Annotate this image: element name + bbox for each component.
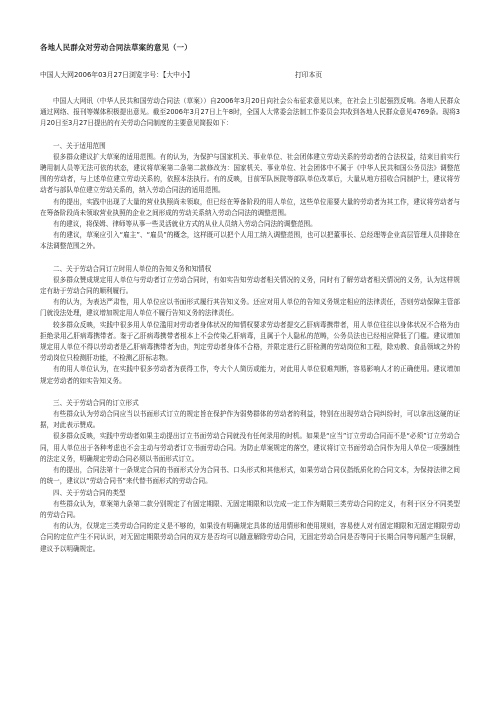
- print-link[interactable]: 打印本页: [295, 71, 323, 79]
- section-heading: 三、关于劳动合同的订立形式: [53, 398, 139, 407]
- body-paragraph: 有的提出，实践中出现了大量的营业执照尚未领取，但已经在筹备阶段的用人单位，这些单位需要大量的劳动者为其工作，建议将劳动者与在筹备阶段尚未领取营业执照的企业之间形成的劳动关系纳入劳动合同法的调整范围。: [40, 197, 460, 217]
- source-line: 中国人大网2006年03月27日浏览字号：【大中小】: [40, 71, 194, 79]
- body-paragraph: 有的用人单位认为，在实践中很多劳动者为获得工作，夸大个人简历或能力，对此用人单位很难判断，容易影响人才的正确使用。建议增加规定劳动者的如实告知义务。: [40, 365, 460, 385]
- body-paragraph: 很多群众建议扩大草案的适用范围。有的认为，为保护与国家机关、事业单位、社会团体建立劳动关系的劳动者的合法权益，结束目前实行聘用制人员等无法可依的状态，建议将草案第二条第二款修改为：国家机关、事业单位、社会团体中不属于《中华人民共和国公务员法》调整范围的劳动者，与上述单位建立劳动关系的，依照本法执行。有的反映，目前军队医院等部队单位改革后，大量从地方招收合同制护士，建议将劳动者与部队单位建立劳动关系的，纳入劳动合同法的适用范围。: [40, 152, 460, 195]
- page-title: 各地人民群众对劳动合同法草案的意见（一）: [40, 43, 192, 52]
- body-paragraph: 有些群众认为，草案第九条第二款分别规定了有固定期限、无固定期限和以完成一定工作为期限三类劳动合同的定义，有利于区分不同类型的劳动合同。: [40, 499, 460, 519]
- intro-paragraph: 中国人大网讯（中华人民共和国劳动合同法（草案））自2006年3月20日向社会公布征求意见以来，在社会上引起强烈反响。各地人民群众通过网络、报刊等媒体积极提出意见。截至2006年3月27日上午8时，全国人大常委会法制工作委员会共收到各地人民群众意见4769条。现将3月20日至3月27日提出的有关劳动合同制度的主要意见简报如下：: [40, 97, 460, 128]
- section-heading: 一、关于适用范围: [53, 141, 106, 150]
- body-paragraph: 有的建议，将保姆、律师等从事一些灵活就业方式的从业人员纳入劳动合同法的调整范围。: [53, 220, 317, 229]
- body-paragraph: 有的认为，仅规定三类劳动合同的定义是不够的，如果没有明确规定具体的适用情形和使用规则，容易使人对有固定期限和无固定期限劳动合同的定位产生不同认识，对无固定期限劳动合同的双方是否均可以随意解除劳动合同，无固定劳动合同是否等同于长期合同等问题产生误解，建议予以明确规定。: [40, 522, 460, 553]
- body-paragraph: 很多群众赞成规定用人单位与劳动者订立劳动合同时，有如实告知劳动者相关情况的义务，同时有了解劳动者相关情况的义务，认为这样规定有助于劳动合同的顺利履行。: [40, 275, 460, 296]
- body-paragraph: 有的认为，为表达严肃性，用人单位应以书面形式履行其告知义务。还应对用人单位的告知义务规定相应的法律责任，否则劳动保障主管部门就没法处理，建议增加规定用人单位不履行告知义务的法律责任。: [40, 298, 460, 318]
- article-body: [40, 96, 460, 555]
- article-meta: [40, 69, 323, 79]
- section-heading: 二、关于劳动合同订立时用人单位的告知义务和知情权: [53, 264, 212, 273]
- body-paragraph: 有些群众认为劳动合同应当以书面形式订立的规定旨在保护作为弱势群体的劳动者的利益，特别在出现劳动合同纠纷时，可以拿出这硬的证据，对此表示赞成。: [40, 410, 460, 430]
- body-paragraph: 有的提出，合同法第十一条规定合同的书面形式分为合同书、口头形式和其他形式，如果劳动合同仅指纸质化的合同文本，为保持法律之间的统一，建议以“劳动合同书”来代替书面形式的劳动合同。: [40, 466, 460, 486]
- body-paragraph: 很多群众反映，实践中劳动者如果主动提出订立书面劳动合同就没有任何录用的时机。如果是“应当”订立劳动合同而不是“必须”订立劳动合同，用人单位出于各种考虑也不会主动与劳动者订立书面劳动合同。为防止草案规定的落空，建议将订立书面劳动合同作为用人单位一项强制性的法定义务，明确规定劳动合同必须以书面形式订立。: [40, 432, 460, 463]
- body-paragraph: 有的建议，草案应引入“雇主”、“雇员”的概念，这样既可以把个人用工纳入调整范围，也可以把董事长、总经理等企业高层管理人员排除在本法调整范围之外。: [40, 231, 460, 251]
- section-heading: 四、关于劳动合同的类型: [53, 488, 126, 497]
- body-paragraph: 较多群众反映，实践中很多用人单位滥用对劳动者身体状况的知情权要求劳动者提交乙肝病毒携带者，用人单位往往以身体状况不合格为由拒绝录用乙肝病毒携带者。鉴于乙肝病毒携带者根本上不会传染乙肝病毒，且属于个人隐私的范畴，公务员法也已经相应降低了门槛。建议增加规定用人单位不得以劳动者是乙肝病毒携带者为由，判定劳动者身体不合格，并限定进行乙肝检测的劳动岗位和工程，除劝教、食品领域之外的劳动岗位只检测肝功能，不检测乙肝标志物。: [40, 320, 460, 363]
